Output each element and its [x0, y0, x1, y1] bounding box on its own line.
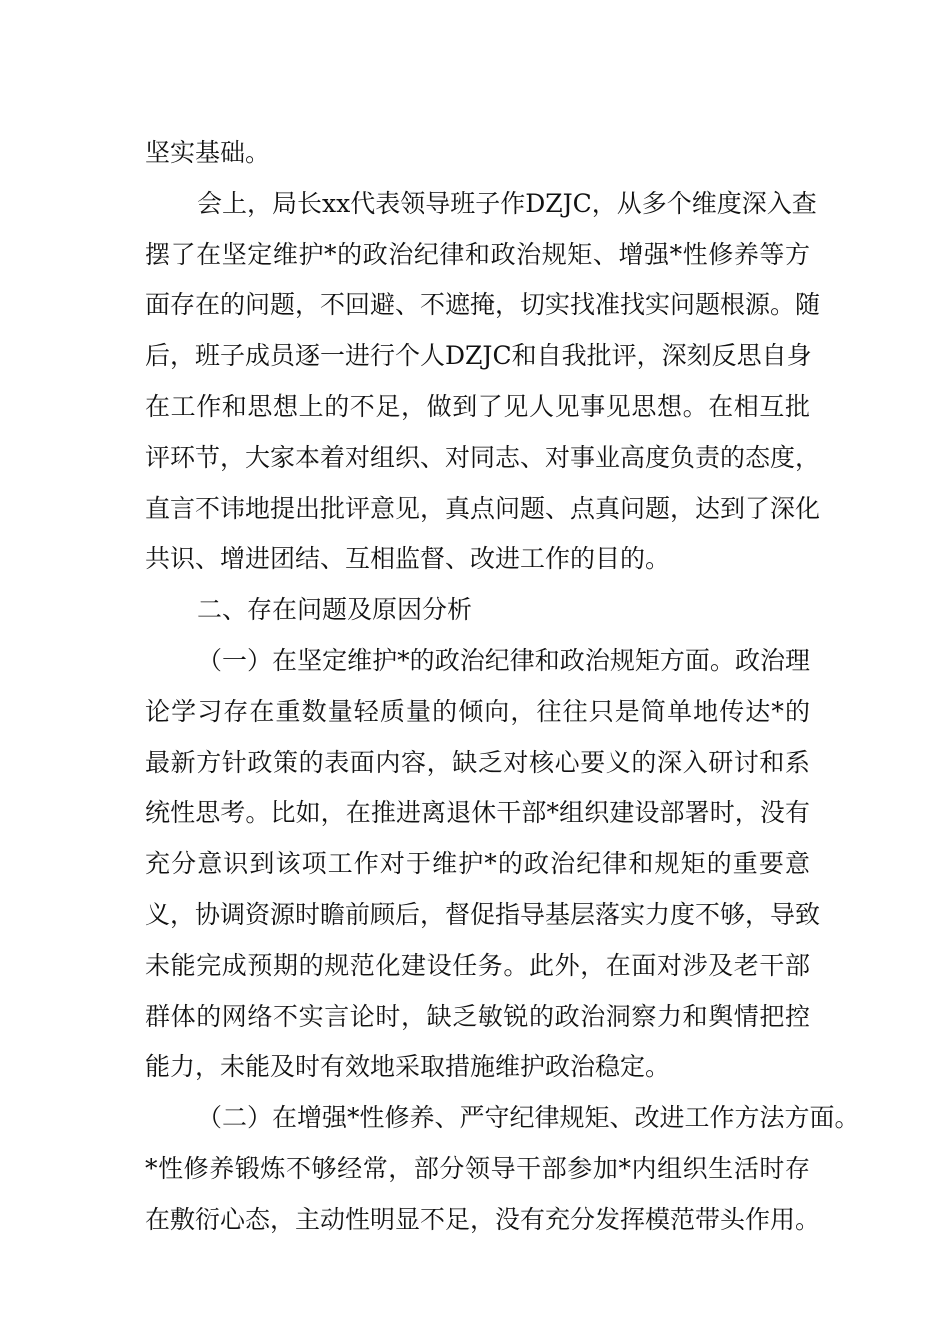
document-body	[145, 128, 860, 1246]
text-line: 群体的网络不实言论时，缺乏敏锐的政治洞察力和舆情把控	[145, 1001, 810, 1031]
text-line: 能力，未能及时有效地采取措施维护政治稳定。	[145, 1052, 671, 1082]
text-line: 未能完成预期的规范化建设任务。此外，在面对涉及老干部	[145, 950, 810, 980]
text-line: *性修养锻炼不够经常，部分领导干部参加*内组织生活时存	[145, 1153, 810, 1183]
text-line: 在工作和思想上的不足，做到了见人见事见思想。在相互批	[145, 391, 810, 421]
text-line: （二）在增强*性修养、严守纪律规矩、改进工作方法方面。	[197, 1103, 860, 1133]
text-line: 充分意识到该项工作对于维护*的政治纪律和规矩的重要意	[145, 849, 810, 879]
text-line: 最新方针政策的表面内容，缺乏对核心要义的深入研讨和系	[145, 747, 810, 777]
text-line: 后，班子成员逐一进行个人DZJC和自我批评，深刻反思自身	[145, 341, 812, 371]
text-line: 评环节，大家本着对组织、对同志、对事业高度负责的态度，	[145, 442, 821, 472]
text-line: 面存在的问题，不回避、不遮掩，切实找准找实问题根源。随	[145, 290, 821, 320]
text-line: 论学习存在重数量轻质量的倾向，往往只是简单地传达*的	[145, 696, 810, 726]
text-line: （一）在坚定维护*的政治纪律和政治规矩方面。政治理	[197, 645, 810, 675]
text-line: 在敷衍心态，主动性明显不足，没有充分发挥模范带头作用。	[145, 1204, 821, 1234]
text-line: 会上，局长xx代表领导班子作DZJC，从多个维度深入查	[197, 188, 817, 218]
text-line: 义，协调资源时瞻前顾后，督促指导基层落实力度不够，导致	[145, 899, 821, 929]
text-line: 二、存在问题及原因分析	[197, 595, 473, 625]
text-line: 直言不讳地提出批评意见，真点问题、点真问题，达到了深化	[145, 493, 821, 523]
text-line: 摆了在坚定维护*的政治纪律和政治规矩、增强*性修养等方	[145, 239, 810, 269]
text-line: 坚实基础。	[145, 138, 271, 167]
text-line: 共识、增进团结、互相监督、改进工作的目的。	[145, 544, 671, 574]
text-line: 统性思考。比如，在推进离退休干部*组织建设部署时，没有	[145, 798, 810, 828]
